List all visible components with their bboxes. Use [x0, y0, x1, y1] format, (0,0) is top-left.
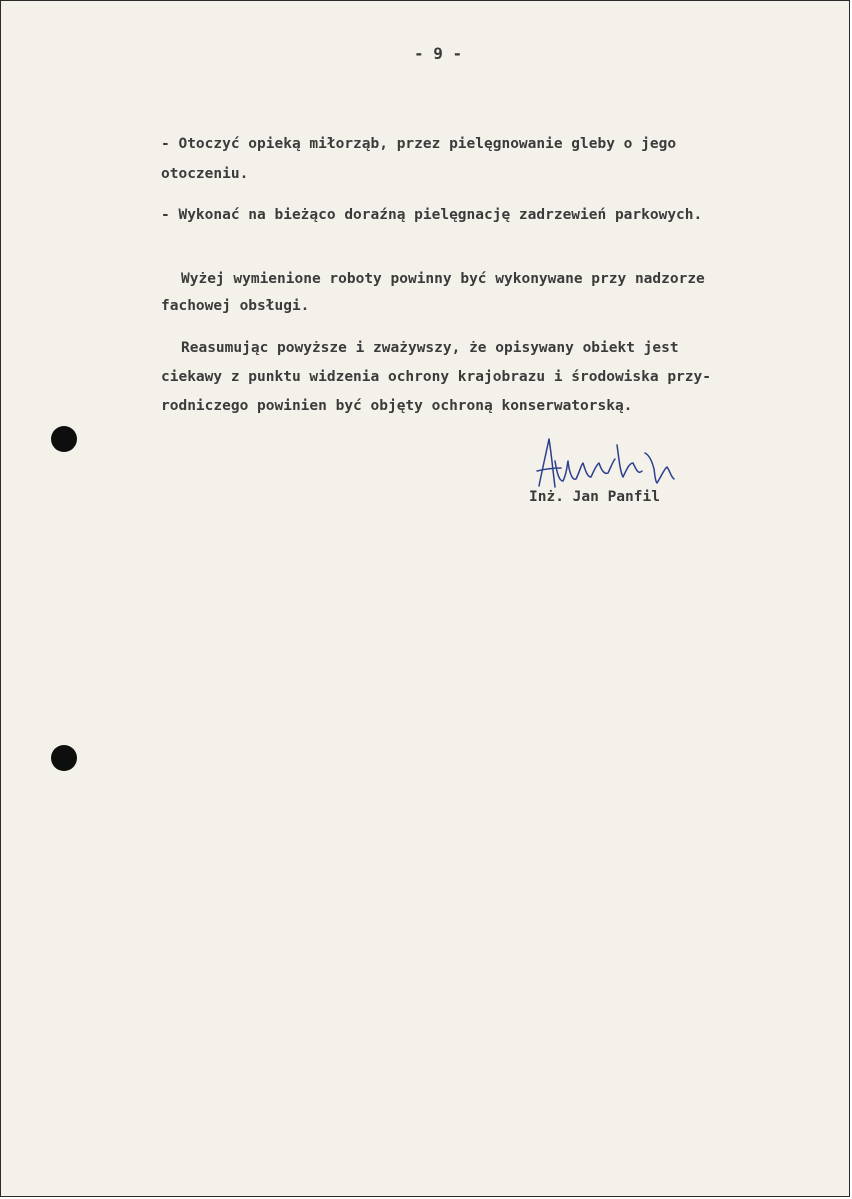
punch-hole: [51, 745, 77, 771]
text-line: fachowej obsługi.: [161, 298, 310, 314]
text-line: ciekawy z punktu widzenia ochrony krajobrazu i środowiska przy-: [161, 369, 711, 385]
text-line: rodniczego powinien być objęty ochroną konserwatorską.: [161, 398, 633, 414]
punch-hole: [51, 426, 77, 452]
text-line: Wyżej wymienione roboty powinny być wykonywane przy nadzorze: [181, 271, 705, 287]
text-line: - Wykonać na bieżąco doraźną pielęgnację zadrzewień parkowych.: [161, 207, 703, 223]
text-line: Reasumując powyższe i zważywszy, że opisywany obiekt jest: [181, 340, 679, 356]
text-line: otoczeniu.: [161, 166, 249, 182]
page-number: - 9 -: [414, 44, 463, 63]
signatory-name: Inż. Jan Panfil: [529, 489, 660, 505]
text-line: - Otoczyć opieką miłorząb, przez pielęgnowanie gleby o jego: [161, 136, 677, 152]
